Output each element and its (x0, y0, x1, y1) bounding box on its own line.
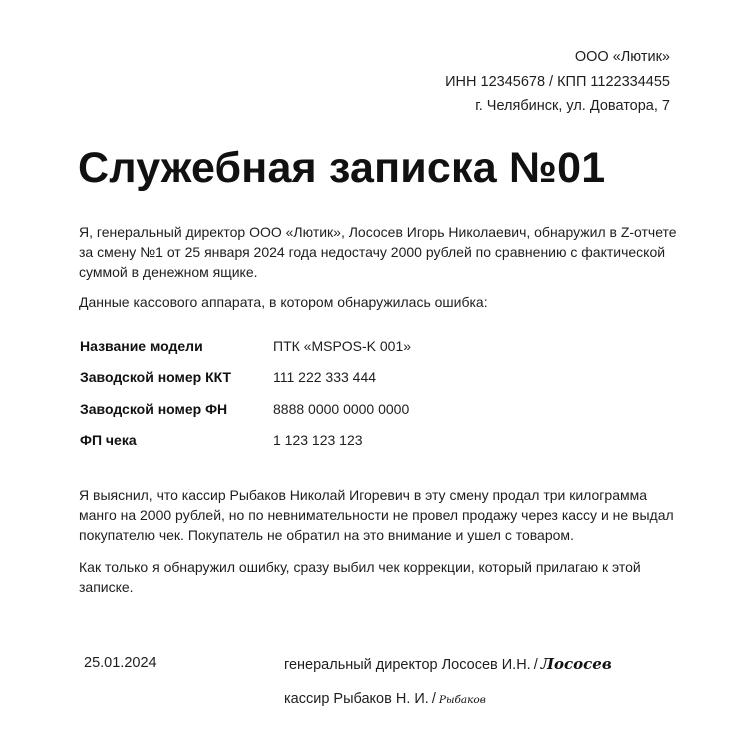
cashier-title-name: кассир Рыбаков Н. И. (284, 691, 429, 707)
company-address: г. Челябинск, ул. Доватора, 7 (475, 98, 670, 114)
fn-serial-value: 8888 0000 0000 0000 (273, 400, 410, 417)
director-handwritten-signature: Лососев (540, 655, 612, 673)
table-row (80, 362, 411, 394)
table-row (80, 393, 411, 425)
cashier-signature-line (284, 691, 486, 707)
fn-serial-label: Заводской номер ФН (80, 400, 228, 417)
kkt-model-value: ПТК «MSPOS-K 001» (273, 337, 412, 354)
document-title: Служебная записка №01 (78, 144, 606, 192)
signature-separator: / (533, 657, 538, 673)
director-title-name: генеральный директор Лососев И.Н. (284, 657, 531, 673)
signature-date: 25.01.2024 (84, 655, 157, 671)
table-row (80, 425, 411, 457)
company-name: ООО «Лютик» (574, 49, 670, 65)
company-inn-kpp: ИНН 12345678 / КПП 1122334455 (445, 73, 670, 90)
kkt-model-label: Название модели (80, 337, 203, 354)
kkt-serial-value: 111 222 333 444 (273, 369, 377, 386)
table-row (80, 330, 411, 362)
intro-paragraph: Я, генеральный директор ООО «Лютик», Лососев Игорь Николаевич, обнаружил в Z-отчете за смену №1 от 25 января 2024 года недостачу 2000 рублей по сравнению с фактической суммой в денежном ящике. (79, 224, 677, 280)
signature-separator: / (431, 691, 436, 707)
director-signature-line (284, 655, 612, 673)
kkt-serial-label: Заводской номер ККТ (80, 369, 232, 386)
fp-receipt-label: ФП чека (80, 432, 137, 449)
company-header (445, 45, 670, 119)
explanation-paragraph: Я выяснил, что кассир Рыбаков Николай Игоревич в эту смену продал три килограмма манго на 2000 рублей, но по невнимательности не провел продажу через кассу и не выдал покупателю чек. Покупатель не обратил на это внимание и ушел с товаром. (79, 487, 674, 543)
kkt-data-table (80, 330, 411, 456)
cashier-handwritten-signature: Рыбаков (438, 694, 486, 706)
kkt-intro-paragraph: Данные кассового аппарата, в котором обнаружилась ошибка: (79, 294, 488, 310)
correction-paragraph: Как только я обнаружил ошибку, сразу выбил чек коррекции, который прилагаю к этой записке. (79, 559, 641, 595)
fp-receipt-value: 1 123 123 123 (273, 432, 363, 449)
